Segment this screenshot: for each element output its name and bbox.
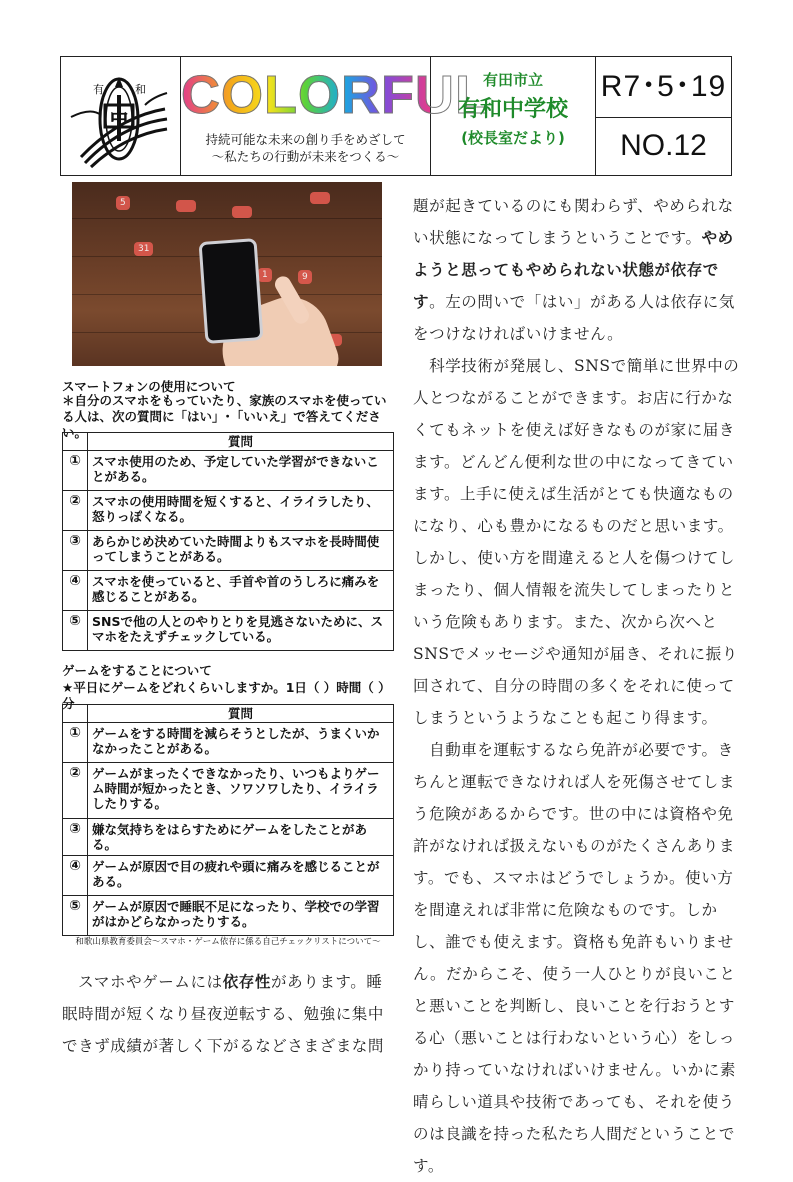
row-number: ② bbox=[63, 491, 88, 531]
table-header-row bbox=[63, 433, 394, 451]
table-row bbox=[63, 491, 394, 531]
left-body-text bbox=[62, 966, 394, 1062]
row-number: ⑤ bbox=[63, 896, 88, 936]
question-header: 質問 bbox=[88, 433, 394, 451]
date-cell bbox=[596, 57, 731, 175]
logo-char-left: 有 bbox=[93, 83, 104, 96]
emphasis-text: やめようと思ってもやめられない状態が依存です bbox=[413, 229, 734, 311]
logo-char-center: 中 bbox=[110, 109, 128, 130]
school-logo-cell bbox=[61, 57, 181, 175]
notification-bubble: 5 bbox=[116, 196, 130, 210]
issue-number: NO.12 bbox=[620, 129, 707, 162]
city-name: 有田市立 bbox=[482, 71, 543, 89]
subtitle-line-1: 持続可能な未来の創り手をめざして bbox=[205, 132, 406, 147]
smartphone-checklist-table bbox=[62, 432, 394, 651]
smartphone-section-title: スマートフォンの使用について bbox=[62, 379, 236, 394]
paragraph: 科学技術が発展し、SNSで簡単に世界中の人とつながることができます。お店に行かなくてもネットを使えば好きなものが家に届きます。どんどん便利な世の中になってきています。上手に使えば生活がとても快適なものになり、心も豊かになるものだと思います。しかし、使い方を間違えると人を傷つけてしまったり、個人情報を流失してしまったりという危険もあります。また、次から次へとSNSでメッセージや通知が届き、それに振り回されて、自分の時間の多くをそれに使ってしまうというようなことも起こり得ます。 bbox=[413, 357, 740, 727]
row-question: SNSで他の人とのやりとりを見逃さないために、スマホをたえずチェックしている。 bbox=[88, 611, 394, 651]
table-row bbox=[63, 819, 394, 856]
question-header: 質問 bbox=[88, 705, 394, 723]
row-number: ① bbox=[63, 723, 88, 763]
smartphone-section-note: ＊自分のスマホをもっていたり、家族のスマホを使っている人は、次の質問に「はい」･「いいえ」で答えてください。 bbox=[62, 393, 387, 440]
row-number: ③ bbox=[63, 819, 88, 856]
notification-bubble: 1 bbox=[258, 268, 272, 282]
row-question: ゲームが原因で目の疲れや頭に痛みを感じることがある。 bbox=[88, 856, 394, 896]
number-header bbox=[63, 705, 88, 723]
number-header bbox=[63, 433, 88, 451]
row-number: ④ bbox=[63, 856, 88, 896]
row-number: ⑤ bbox=[63, 611, 88, 651]
table-row bbox=[63, 896, 394, 936]
notification-bubble bbox=[232, 206, 252, 218]
smartphone bbox=[199, 238, 264, 344]
notification-bubble: 9 bbox=[298, 270, 312, 284]
row-question: スマホの使用時間を短くすると、イライラしたり、怒りっぽくなる。 bbox=[88, 491, 394, 531]
title-cell bbox=[181, 57, 489, 175]
emphasis-text: 依存性 bbox=[222, 973, 272, 991]
row-number: ① bbox=[63, 451, 88, 491]
notification-bubble: 31 bbox=[134, 242, 153, 256]
source-citation: 和歌山県教育委員会～スマホ・ゲーム依存に係る自己チェックリストについて～ bbox=[75, 937, 381, 947]
table-row bbox=[63, 451, 394, 491]
right-body-text bbox=[413, 190, 748, 1182]
paragraph: 自動車を運転するなら免許が必要です。きちんと運転できなければ人を死傷させてしまう危険があるからです。世の中には資格や免許がなければ扱えないものがたくさんあります。でも、スマホはどうでしょうか。使い方を間違えれば非常に危険なものです。しかし、誰でも使えます。資格も免許もいりません。だからこそ、使う一人ひとりが良いことと悪いことを判断し、良いことを行おうとする心（悪いことは行わないという心）をしっかり持っていなければいけません。いかに素晴らしい道具や技術であっても、それを使うのは良識を持った私たち人間だということです。 bbox=[413, 741, 736, 1175]
newsletter-title: COLORFUL bbox=[181, 65, 489, 125]
notification-bubble bbox=[310, 192, 330, 204]
table-row bbox=[63, 571, 394, 611]
row-number: ④ bbox=[63, 571, 88, 611]
game-section-title: ゲームをすることについて bbox=[62, 663, 212, 678]
table-row bbox=[63, 611, 394, 651]
smartphone-photo bbox=[72, 182, 382, 366]
newsletter-type: (校長室だより) bbox=[461, 129, 565, 147]
row-question: スマホを使っていると、手首や首のうしろに痛みを感じることがある。 bbox=[88, 571, 394, 611]
subtitle-line-2: ～私たちの行動が未来をつくる～ bbox=[211, 149, 400, 164]
school-cell bbox=[431, 57, 596, 175]
row-question: 嫌な気持ちをはらすためにゲームをしたことがある。 bbox=[88, 819, 394, 856]
game-section-note: ★平日にゲームをどれくらいしますか。1日（ ）時間（ ）分 bbox=[62, 680, 391, 711]
row-question: ゲームをする時間を減らそうとしたが、うまくいかなかったことがある。 bbox=[88, 723, 394, 763]
row-number: ③ bbox=[63, 531, 88, 571]
table-row bbox=[63, 856, 394, 896]
body-text-segment: スマホやゲームには bbox=[62, 973, 223, 991]
newsletter-header bbox=[60, 56, 732, 176]
table-row bbox=[63, 531, 394, 571]
paragraph bbox=[413, 190, 748, 350]
logo-char-right: 和 bbox=[135, 83, 146, 96]
body-text-segment: 。左の問いで「はい」がある人は依存に気をつけなければいけません。 bbox=[413, 293, 736, 343]
table-row bbox=[63, 723, 394, 763]
row-question: あらかじめ決めていた時間よりもスマホを長時間使ってしまうことがある。 bbox=[88, 531, 394, 571]
issue-date: R7･5･19 bbox=[596, 57, 731, 118]
table-row bbox=[63, 763, 394, 819]
row-question: ゲームがまったくできなかったり、いつもよりゲーム時間が短かったとき、ソワソワしたり、イライラしたりする。 bbox=[88, 763, 394, 819]
body-text-segment: 題が起きているのにも関わらず、やめられない状態になってしまうということです。 bbox=[413, 197, 734, 247]
school-emblem-icon bbox=[61, 57, 179, 174]
table-header-row bbox=[63, 705, 394, 723]
row-question: ゲームが原因で睡眠不足になったり、学校での学習がはかどらなかったりする。 bbox=[88, 896, 394, 936]
school-name: 有和中学校 bbox=[457, 97, 568, 122]
row-question: スマホ使用のため、予定していた学習ができないことがある。 bbox=[88, 451, 394, 491]
game-checklist-table bbox=[62, 704, 394, 936]
row-number: ② bbox=[63, 763, 88, 819]
body-text-segment: があります。睡眠時間が短くなり昼夜逆転する、勉強に集中できず成績が著しく下がるなどさまざまな問 bbox=[62, 973, 385, 1055]
notification-bubble bbox=[176, 200, 196, 212]
